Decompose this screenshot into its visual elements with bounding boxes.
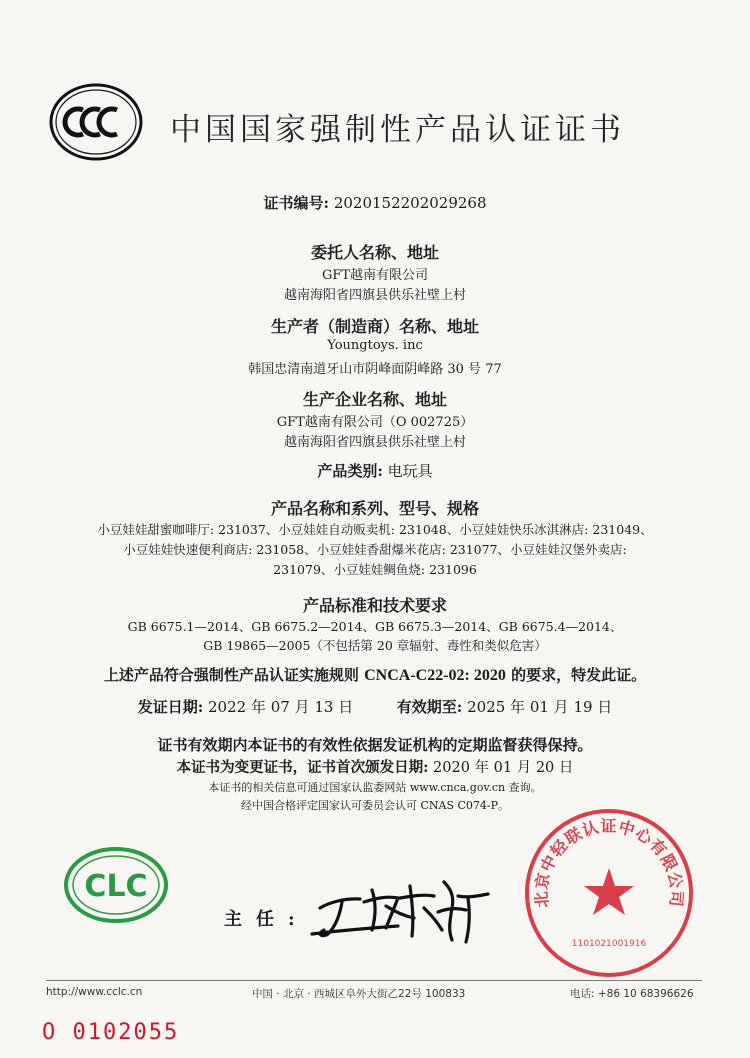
factory-address: 越南海阳省四旗县供乐社壁上村 [283,435,466,450]
validity-statement: 证书有效期内本证书的有效性依据发证机构的定期监督获得保持。 [157,736,593,754]
factory-heading: 生产企业名称、地址 [302,390,447,409]
applicant-address: 越南海阳省四旗县供乐社壁上村 [283,288,466,303]
svg-text:CLC: CLC [84,869,148,904]
manufacturer-address: 韩国忠清南道牙山市阴峰面阴峰路 30 号 77 [248,362,502,377]
standards-line: GB 19865—2005（不包括第 20 章辐射、毒性和类似危害） [203,638,547,653]
implementation-rule: CNCA-C22-02: 2020 [364,667,506,684]
change-certificate-row [0,756,750,777]
director-signature [302,868,502,953]
products-heading: 产品名称和系列、型号、规格 [270,499,479,518]
dates-row [0,696,750,717]
standards-line: GB 6675.1—2014、GB 6675.2—2014、GB 6675.3—2014、GB 6675.4—2014、 [127,619,623,634]
footer-phone: 电话: +86 10 68396626 [570,988,694,1000]
serial-number: O 0102055 [42,1020,180,1045]
products-line: 231079、小豆娃娃鲷鱼烧: 231096 [273,562,477,577]
conformity-statement [0,664,750,685]
applicant-name: GFT越南有限公司 [321,268,429,283]
category-value: 电玩具 [387,462,433,480]
certificate-number-label: 证书编号: [263,194,330,212]
clc-logo [62,845,170,925]
expiry-date-label: 有效期至: [396,698,463,716]
cnas-accreditation-note: 经中国合格评定国家认可委员会认可 CNAS C074-P。 [240,799,510,812]
manufacturer-name: Youngtoys. inc [327,338,423,353]
footer-divider [46,980,702,981]
conformity-prefix: 上述产品符合强制性产品认证实施规则 [103,666,359,684]
category-row [0,460,750,481]
svg-text:CCC: CCC [96,126,99,127]
ccc-logo [48,82,144,162]
manufacturer-heading: 生产者（制造商）名称、地址 [270,317,479,336]
svg-text:北京中轻联认证中心有限公司: 北京中轻联认证中心有限公司 [531,816,687,909]
applicant-heading: 委托人名称、地址 [310,243,439,262]
cnca-query-note: 本证书的相关信息可通过国家认监委网站 www.cnca.gov.cn 查询。 [208,781,542,794]
certificate-number: 2020152202029268 [333,194,487,212]
expiry-date: 2025 年 01 月 19 日 [467,698,613,716]
director-label: 主任: [224,909,309,930]
issue-date: 2022 年 07 月 13 日 [208,698,354,716]
svg-text:1101021001916: 1101021001916 [571,939,647,949]
products-line: 小豆娃娃快速便利商店: 231058、小豆娃娃香甜爆米花店: 231077、小豆娃娃汉堡外卖店: [123,542,627,557]
factory-name: GFT越南有限公司（O 002725） [276,415,474,430]
products-line: 小豆娃娃甜蜜咖啡厅: 231037、小豆娃娃自动贩卖机: 231048、小豆娃娃快乐冰淇淋店: 231049、 [97,522,653,537]
first-issue-date: 2020 年 01 月 20 日 [433,760,574,776]
footer-address: 中国 · 北京 · 西城区阜外大街乙22号 100833 [252,988,466,1000]
change-certificate-label: 本证书为变更证书，证书首次颁发日期: [176,759,429,776]
certificate-number-row [0,192,750,213]
standards-heading: 产品标准和技术要求 [302,596,447,615]
company-seal-stamp [522,806,696,980]
certificate-title: 中国国家强制性产品认证证书 [170,112,625,148]
conformity-suffix: 的要求，特发此证。 [511,666,647,684]
category-label: 产品类别: [317,462,383,480]
footer-website: http://www.cclc.cn [46,986,143,998]
issue-date-label: 发证日期: [137,698,204,716]
